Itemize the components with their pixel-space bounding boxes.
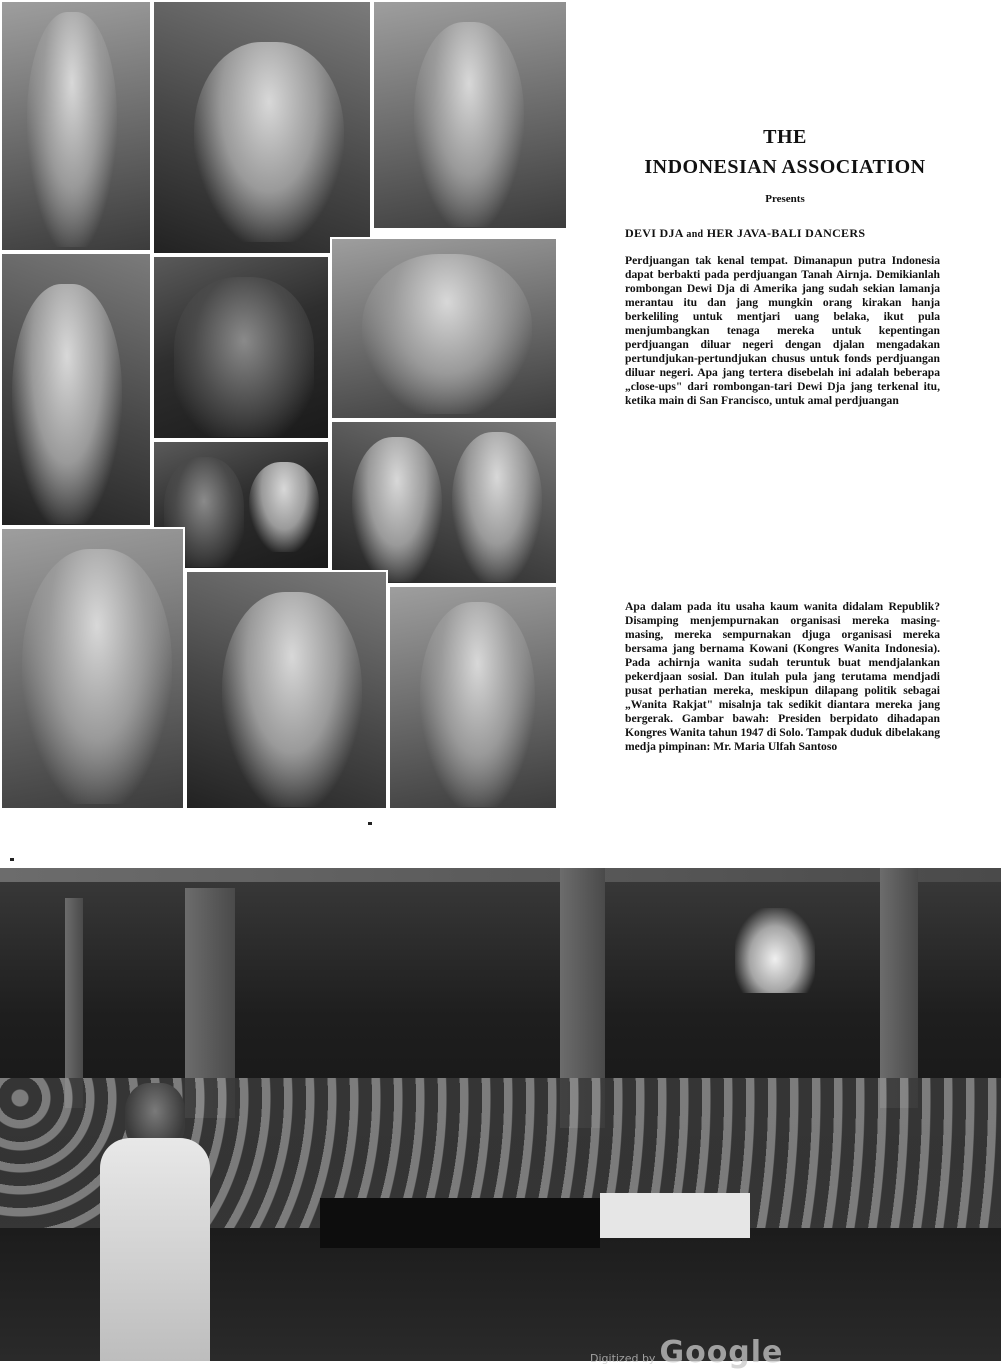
photo-pillar bbox=[880, 868, 918, 1108]
photo-dancer-3 bbox=[0, 527, 185, 810]
presents-label: Presents bbox=[765, 193, 805, 205]
photo-dancers-stage-backdrop bbox=[152, 255, 330, 440]
photo-pillar bbox=[65, 898, 83, 1108]
photo-dancer-5 bbox=[388, 585, 558, 810]
digitized-by-google-watermark bbox=[590, 1335, 783, 1370]
paragraph-perdjuangan: Perdjuangan tak kenal tempat. Dimanapun putra Indonesia dapat berbakti pada perdjuangan Tanah Airnja. Demikianlah rombongan Dewi Dja di Amerika jang sudah sekian lamanja merantau itu dan jang mungkin orang kirakan hanja berkeliling untuk mentjari uang belaka, ikut pula menjumbangkan tenaga mereka untuk kepentingan perdjuangan diluar negeri dengan djalan mengadakan pertundjukan-pertundjukan chusus untuk fonds perdjuangan diluar negeri. Apa jang tertera disebelah ini adalah beberapa „close-ups" dari rombongan-tari Dewi Dja jang terkenal itu, ketika main di San Francisco, untuk amal perdjuangan bbox=[625, 254, 940, 407]
subheading-part-2: HER JAVA-BALI DANCERS bbox=[706, 226, 866, 240]
photo-dancer-1 bbox=[0, 0, 152, 252]
photo-kongres-wanita bbox=[0, 868, 1001, 1361]
photo-group-dancers bbox=[330, 420, 558, 585]
heading-the: THE bbox=[763, 126, 807, 148]
photo-dancer-mask-closeup bbox=[330, 237, 558, 420]
subheading-part-1: DEVI DJA bbox=[625, 226, 684, 240]
subheading-devi-dja bbox=[625, 226, 945, 241]
photo-dancer-2 bbox=[372, 0, 568, 230]
photo-dancer-with-fan bbox=[0, 252, 152, 527]
photo-chandelier bbox=[735, 908, 815, 993]
subheading-and: and bbox=[686, 229, 704, 240]
photo-speaker bbox=[100, 1138, 210, 1361]
heading-indonesian-association: INDONESIAN ASSOCIATION bbox=[644, 156, 926, 178]
watermark-digitized-by: Digitized by bbox=[590, 1352, 656, 1365]
photo-dancer-portrait-headdress bbox=[152, 0, 372, 255]
watermark-google: Google bbox=[659, 1335, 784, 1370]
photo-tablecloth bbox=[600, 1193, 750, 1238]
photo-table bbox=[320, 1198, 600, 1248]
print-mark bbox=[368, 822, 372, 825]
photo-dancer-4 bbox=[185, 570, 388, 810]
paragraph-wanita-republik: Apa dalam pada itu usaha kaum wanita didalam Republik? Disamping menjempurnakan organisasi mereka masing-masing, mereka sempurnakan djuga organisasi mereka bersama jang bernama Kowani (Kongres Wanita Indonesia). Pada achirnja wanita sudah teruntuk buat mendjalankan pekerdjaan sosial. Dan itulah pula jang terutama mendjadi pusat perhatian mereka, meskipun dilapang politik sebagai „Wanita Rakjat" misalnja tak sedikit diantara mereka jang bergerak. Gambar bawah: Presiden berpidato dihadapan Kongres Wanita tahun 1947 di Solo. Tampak duduk dibelakang medja pimpinan: Mr. Maria Ulfah Santoso bbox=[625, 600, 940, 753]
photo-beam bbox=[0, 868, 1001, 882]
print-mark bbox=[10, 858, 14, 861]
